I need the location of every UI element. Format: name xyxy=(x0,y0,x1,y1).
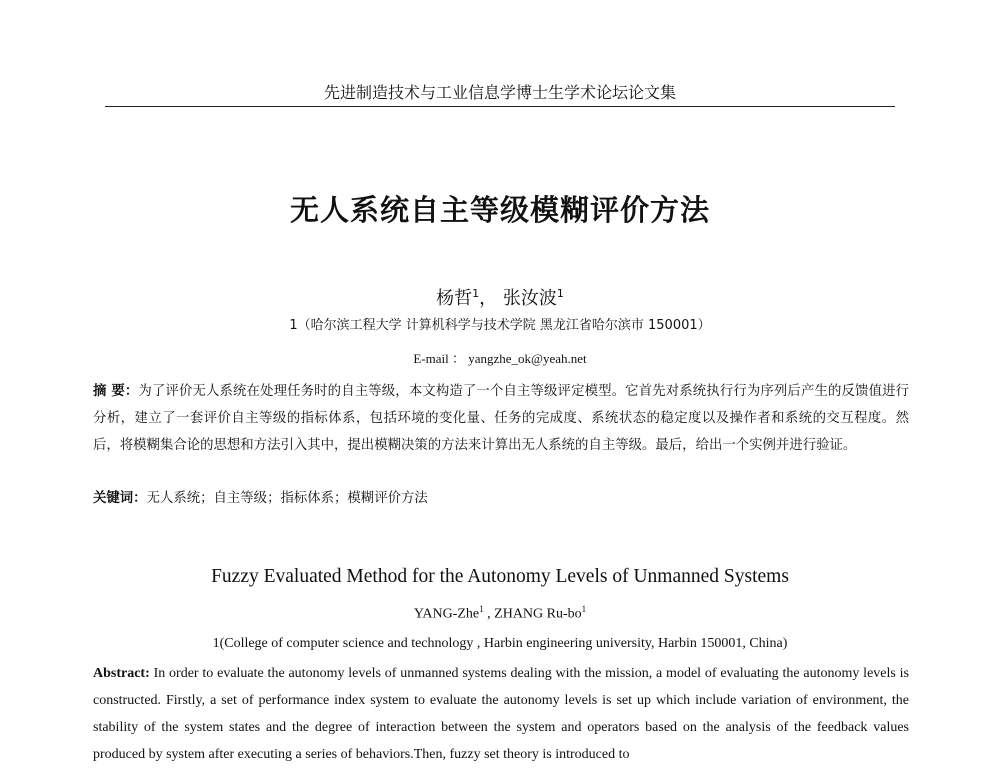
header-rule xyxy=(105,106,895,107)
keywords-zh xyxy=(93,487,909,506)
email: E-mail ： yangzhe_ok@yeah.net xyxy=(413,351,587,366)
keywords-label-zh: 关键词： xyxy=(93,491,147,506)
abstract-en xyxy=(93,660,909,768)
abstract-text-zh: 为了评价无人系统在处理任务时的自主等级，本文构造了一个自主等级评定模型。它首先对系统执行行为序列后产生的反馈值进行分析，建立了一套评价自主等级的指标体系，包括环境的变化量、任务的完成度、系统状态的稳定度以及操作者和系统的交互程度。然后，将模糊集合论的思想和方法引入其中，提出模糊决策的方法来计算出无人系统的自主等级。最后，给出一个实例并进行验证。 xyxy=(93,384,910,453)
paper-title-en: Fuzzy Evaluated Method for the Autonomy Levels of Unmanned Systems xyxy=(211,566,789,587)
abstract-zh xyxy=(93,378,909,459)
author-name: YANG-Zhe xyxy=(413,606,480,622)
author-separator: , xyxy=(483,606,495,622)
affiliation-marker: 1 xyxy=(581,604,587,614)
paper-title-zh: 无人系统自主等级模糊评价方法 xyxy=(289,193,710,227)
running-head: 先进制造技术与工业信息学博士生学术论坛论文集 xyxy=(323,83,676,102)
abstract-label-en: Abstract: xyxy=(93,666,150,681)
author-name: 杨哲 xyxy=(436,288,473,309)
keywords-text-zh: 无人系统；自主等级；指标体系；模糊评价方法 xyxy=(146,491,428,506)
affiliation-marker: 1 xyxy=(556,287,564,300)
author-name: 张汝波 xyxy=(502,288,557,309)
affiliation-en: 1(College of computer science and technology , Harbin engineering university, Harbin 150001, China) xyxy=(212,636,788,651)
abstract-label-zh: 摘 要： xyxy=(93,384,139,399)
authors-en xyxy=(0,604,1000,623)
authors-zh xyxy=(0,284,1000,310)
author-name: ZHANG Ru-bo xyxy=(494,606,582,622)
affiliation-marker: 1 xyxy=(472,287,480,300)
affiliation-marker: 1 xyxy=(479,604,484,614)
affiliation-zh: 1（哈尔滨工程大学 计算机科学与技术学院 黑龙江省哈尔滨市 150001） xyxy=(289,318,711,333)
abstract-text-en: In order to evaluate the autonomy levels of unmanned systems dealing with the mission, a model of evaluating the autonomy levels is constructed. Firstly, a set of performance index system to evaluate the autonomy levels is set up which include variation of environment, the stability of the system states and the degree of interaction between the system and operators based on the analysis of the feedback values produced by system after executing a series of behaviors.Then, fuzzy set theory is introduced to xyxy=(93,666,909,762)
author-separator: ， xyxy=(479,288,498,309)
